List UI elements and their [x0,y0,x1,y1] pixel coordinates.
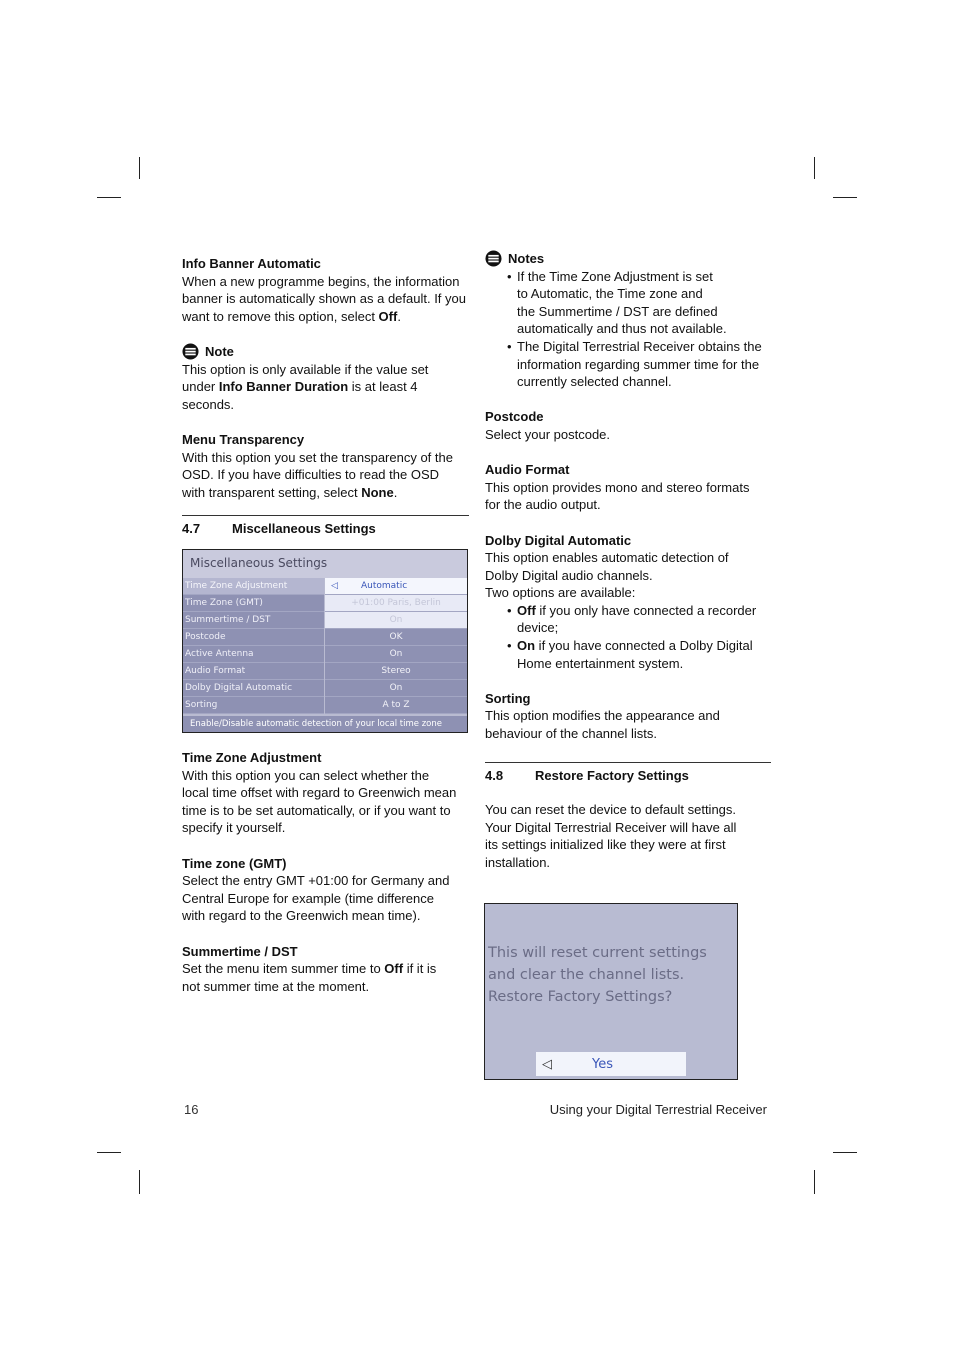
text-line: Central Europe for example (time difference [182,890,434,906]
dolby-options-list [507,602,775,672]
text-line: You can reset the device to default settings. [485,802,737,817]
crop-mark [97,1152,121,1153]
list-item [507,602,775,637]
text-line: • If the Time Zone Adjustment is set [517,268,713,284]
text-line: Dolby Digital audio channels. [485,567,653,583]
menu-transparency-heading: Menu Transparency [182,431,305,447]
text: want to remove this option, select [182,308,379,324]
crop-mark [139,1170,140,1194]
menu-row-label: Sorting [183,697,324,714]
misc-settings-menu [182,549,468,733]
text-line: Two options are available: [485,585,636,601]
text-line: its settings initialized like they were at first [485,837,726,853]
menu-row-label: Audio Format [183,663,324,680]
notes-heading [485,250,775,268]
menu-row-sorting[interactable] [183,697,467,714]
section-number: 4.7 [182,521,201,536]
yes-button-label: Yes [592,1056,613,1072]
text-line: information regarding summer time for the [517,356,760,372]
restore-text [485,801,775,871]
note-heading [182,343,470,361]
page-number: 16 [184,1102,199,1117]
menu-row-summertime[interactable] [183,612,467,629]
crop-mark [97,197,121,198]
text-line: This option modifies the appearance and [485,708,720,724]
text-line: currently selected channel. [517,374,672,390]
section-4-8-heading [485,762,771,785]
menu-row-value: A to Z [325,697,467,714]
time-zone-adjustment-heading: Time Zone Adjustment [182,750,322,765]
text-line: Your Digital Terrestrial Receiver will have all [485,819,737,835]
text-line: Select your postcode. [485,426,611,442]
info-banner-line [182,308,470,326]
menu-row-active-antenna[interactable] [183,646,467,663]
menu-row-label: Postcode [183,629,324,646]
crop-mark [814,157,815,179]
text-line: Select the entry GMT +01:00 for Germany and [182,873,450,889]
text: with transparent setting, select [182,484,362,500]
menu-help-text: Enable/Disable automatic detection of your local time zone [183,716,467,732]
menu-row-time-zone-gmt[interactable] [183,595,467,612]
note-icon [182,343,199,360]
time-zone-gmt-heading: Time zone (GMT) [182,855,287,871]
menu-row-label: Dolby Digital Automatic [183,680,324,697]
text-line: to Automatic, the Time zone and [517,286,703,302]
bold-text: Off [384,961,404,977]
section-title: Miscellaneous Settings [232,521,376,536]
text-line: automatically and thus not available. [517,321,727,337]
bold-text: Off [378,308,398,324]
menu-row-label: Summertime / DST [183,612,324,629]
info-banner-line: When a new programme begins, the information [182,273,460,289]
menu-row-postcode[interactable] [183,629,467,646]
section-title: Restore Factory Settings [535,768,689,783]
menu-row-audio-format[interactable] [183,663,467,680]
list-item [507,338,775,391]
bold-text: Info Banner Duration [218,379,349,395]
text: under [182,379,219,395]
menu-row-label: Time Zone Adjustment [183,578,324,595]
menu-row-time-zone-adjustment[interactable] [183,578,467,595]
note-title: Note [205,343,234,359]
section-4-7-heading [182,515,469,538]
text-line: behaviour of the channel lists. [485,726,657,742]
reset-dialog [484,903,738,1080]
text: . [393,484,398,500]
text-line: This option enables automatic detection of [485,550,729,566]
postcode-heading: Postcode [485,409,544,425]
text-line: Home entertainment system. [517,655,684,671]
notes-title: Notes [508,251,545,266]
message-line: Restore Factory Settings? [488,989,673,1005]
text-line: specify it yourself. [182,820,286,836]
text-line: • The Digital Terrestrial Receiver obtains the [517,338,762,354]
message-line: and clear the channel lists. [488,967,685,983]
footer-title: Using your Digital Terrestrial Receiver [549,1102,767,1117]
dolby-heading: Dolby Digital Automatic [485,532,632,548]
menu-row-label: Active Antenna [183,646,324,663]
menu-transparency-line: OSD. If you have difficulties to read the OSD [182,467,439,483]
text-line: for the audio output. [485,497,601,513]
right-column [485,250,775,743]
left-column-bottom [182,749,472,995]
text: if you have connected a Dolby Digital [535,638,753,654]
text-line: with regard to the Greenwich mean time). [182,908,421,924]
text-line: This option provides mono and stereo formats [485,479,750,495]
text-line: With this option you can select whether the [182,767,430,783]
text-line: time is to be set automatically, or if you want to [182,802,451,818]
menu-row-value [325,578,467,595]
crop-mark [833,197,857,198]
menu-row-value: +01:00 Paris, Berlin [325,595,467,612]
text-line: not summer time at the moment. [182,978,370,994]
text-line [182,960,472,978]
text: Set the menu item summer time to [182,961,385,977]
note-line: seconds. [182,396,235,412]
crop-mark [139,157,140,179]
menu-row-value: Stereo [325,663,467,680]
bold-text: None [361,484,394,500]
menu-row-value: On [325,612,467,629]
note-icon [485,250,502,267]
text-line: device; [517,620,559,636]
message-line: This will reset current settings [488,945,707,961]
note-line: This option is only available if the value set [182,361,429,377]
left-arrow-icon: ◁ [542,1056,552,1072]
menu-row-label: Time Zone (GMT) [183,595,324,612]
menu-title: Miscellaneous Settings [183,550,467,578]
value-text: Automatic [361,581,408,591]
list-item [507,637,775,672]
notes-list [507,268,775,391]
info-banner-line: banner is automatically shown as a default. If you [182,291,466,307]
section-number: 4.8 [485,768,504,783]
menu-row-dolby-digital[interactable] [183,680,467,697]
text: . [397,308,401,324]
bold-text: Off [517,602,536,618]
text: if it is [403,961,437,977]
summertime-heading: Summertime / DST [182,943,298,959]
audio-format-heading: Audio Format [485,462,570,478]
crop-mark [814,1170,815,1194]
bold-text: On [517,638,536,654]
menu-row-value: On [325,646,467,663]
menu-transparency-line [182,484,470,502]
sorting-heading: Sorting [485,690,531,706]
left-column-top [182,255,470,501]
left-arrow-icon: ◁ [331,581,338,591]
text-line: local time offset with regard to Greenwich mean [182,785,457,801]
menu-transparency-line: With this option you set the transparency of the [182,449,453,465]
text: is at least 4 [348,379,418,395]
text-line: installation. [485,854,551,870]
text-line [517,637,775,655]
reset-message [488,942,707,1008]
note-line [182,378,470,396]
crop-mark [833,1152,857,1153]
list-item [507,268,775,338]
info-banner-heading: Info Banner Automatic [182,256,321,271]
menu-row-value: OK [325,629,467,646]
text-line: the Summertime / DST are defined [517,303,718,319]
menu-row-value: On [325,680,467,697]
text-line [517,602,775,620]
text: if you only have connected a recorder [535,602,757,618]
yes-button[interactable] [536,1052,686,1076]
